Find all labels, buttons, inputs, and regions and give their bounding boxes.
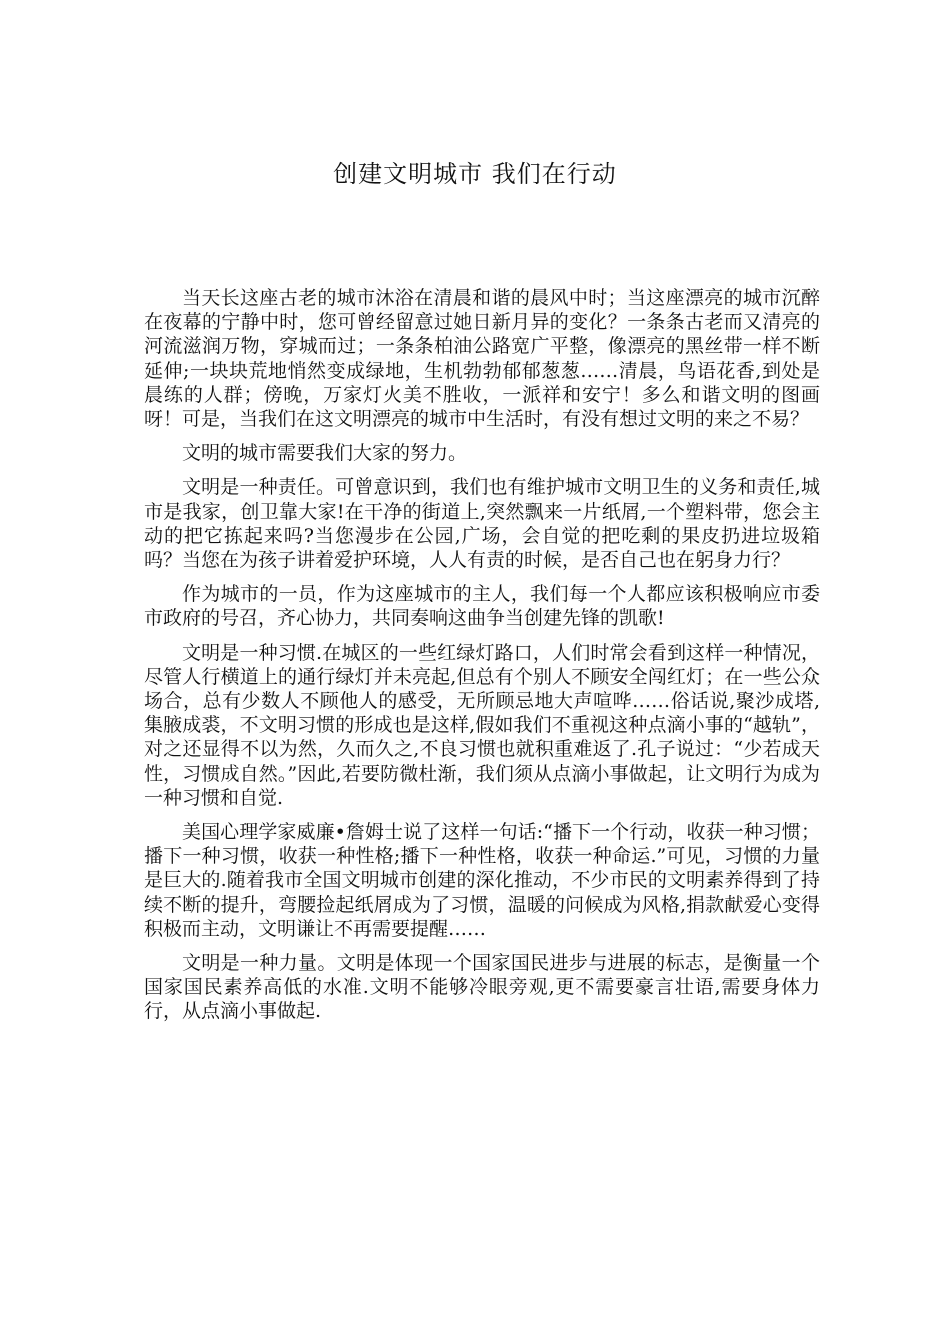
document-body bbox=[144, 286, 820, 1034]
paragraph-habit: 文明是一种习惯.在城区的一些红绿灯路口，人们时常会看到这样一种情况，尽管人行横道上的通行绿灯并未亮起,但总有个别人不顾安全闯红灯；在一些公众场合，总有少数人不顾他人的感受，无所顾忌地大声喧哗……俗话说,聚沙成塔,集腋成裘，不文明习惯的形成也是这样,假如我们不重视这种点滴小事的“越轨”，对之还显得不以为然，久而久之,不良习惯也就积重难返了.孔子说过：“少若成天性，习惯成自然。”因此,若要防微杜渐，我们须从点滴小事做起，让文明行为成为一种习惯和自觉. bbox=[144, 641, 820, 809]
paragraph-james-quote: 美国心理学家威廉•詹姆士说了这样一句话:“播下一个行动，收获一种习惯；播下一种习惯，收获一种性格;播下一种性格，收获一种命运.”可见，习惯的力量是巨大的.随着我市全国文明城市创建的深化推动，不少市民的文明素养得到了持续不断的提升，弯腰捡起纸屑成为了习惯，温暖的问候成为风格,捐款献爱心变得积极而主动，文明谦让不再需要提醒…… bbox=[144, 821, 820, 940]
paragraph-citizen: 作为城市的一员，作为这座城市的主人，我们每一个人都应该积极响应市委市政府的号召，齐心协力，共同奏响这曲争当创建先锋的凯歌! bbox=[144, 583, 820, 630]
paragraph-intro: 当天长这座古老的城市沐浴在清晨和谐的晨风中时；当这座漂亮的城市沉醉在夜幕的宁静中时，您可曾经留意过她日新月异的变化？一条条古老而又清亮的河流滋润万物，穿城而过；一条条柏油公路宽广平整，像漂亮的黑丝带一样不断延伸;一块块荒地悄然变成绿地，生机勃勃郁郁葱葱……清晨，鸟语花香,到处是晨练的人群；傍晚，万家灯火美不胜收，一派祥和安宁！多么和谐文明的图画呀！可是，当我们在这文明漂亮的城市中生活时，有没有想过文明的来之不易？ bbox=[144, 287, 820, 431]
paragraph-responsibility: 文明是一种责任。可曾意识到，我们也有维护城市文明卫生的义务和责任,城市是我家，创卫靠大家!在干净的街道上,突然飘来一片纸屑,一个塑料带，您会主动的把它拣起来吗?当您漫步在公园,广场，会自觉的把吃剩的果皮扔进垃圾箱吗？当您在为孩子讲着爱护环境，人人有责的时候，是否自己也在躬身力行？ bbox=[144, 476, 820, 572]
paragraph-effort: 文明的城市需要我们大家的努力。 bbox=[182, 442, 468, 465]
paragraph-power: 文明是一种力量。文明是体现一个国家国民进步与进展的标志，是衡量一个国家国民素养高低的水准.文明不能够冷眼旁观,更不需要豪言壮语,需要身体力行，从点滴小事做起. bbox=[144, 952, 820, 1023]
document-title: 创建文明城市 我们在行动 bbox=[333, 160, 617, 188]
